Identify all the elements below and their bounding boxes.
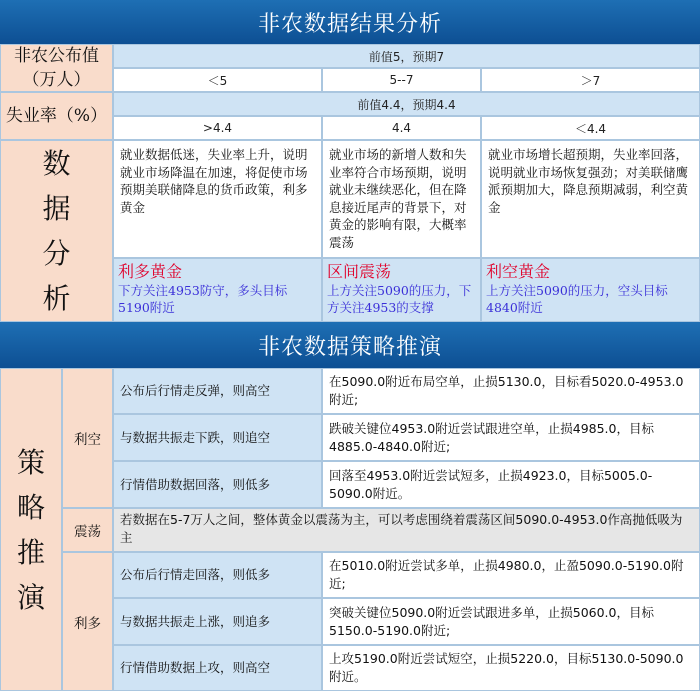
- plan-text: 在5010.0附近尝试多单，止损4980.0，止盈5090.0-5190.0附近;: [329, 558, 684, 591]
- analysis-text-bearish: [481, 140, 700, 258]
- scenario-text: 行情借助数据上攻，则高空: [120, 660, 271, 675]
- scenario-text: 与数据共振走下跌，则追空: [120, 429, 271, 445]
- plan-bearish-3: [322, 461, 700, 508]
- nfp-col-high-text: ＞7: [580, 73, 601, 88]
- strategy-char: 略: [16, 490, 45, 524]
- nfp-col-high: [481, 68, 700, 92]
- verdict-note: 下方关注4953防守，多头目标5190附近: [118, 283, 288, 315]
- category-label: 震荡: [74, 524, 101, 540]
- plan-bullish-3: [322, 645, 700, 691]
- scenario-bearish-2: [113, 414, 322, 461]
- analysis-text-range: [322, 140, 481, 258]
- plan-text: 上攻5190.0附近尝试短空，止损5220.0，目标5130.0-5090.0附近。: [329, 651, 684, 684]
- plan-bearish-1: [322, 368, 700, 414]
- nfp-col-low: [113, 68, 322, 92]
- unemp-header: [113, 92, 700, 116]
- analysis-text-bullish: [113, 140, 322, 258]
- nfp-header: [113, 44, 700, 68]
- unemp-label: [0, 92, 113, 140]
- unemp-col-low: [481, 116, 700, 140]
- verdict-range: [322, 258, 481, 322]
- verdict-note: 上方关注5090的压力，下方关注4953的支撑: [327, 283, 472, 315]
- nfp-label: [0, 44, 113, 92]
- verdict-title: 利空黄金: [486, 262, 551, 281]
- unemp-col-low-text: ＜4.4: [574, 121, 607, 136]
- unemp-label-text: 失业率（%）: [5, 106, 108, 126]
- strategy-char: 策: [16, 445, 45, 479]
- range-description: [113, 508, 700, 552]
- banner-results-analysis: [0, 0, 700, 44]
- scenario-text: 行情借助数据回落，则低多: [120, 476, 271, 492]
- banner-strategy: [0, 322, 700, 368]
- analysis-text: 就业数据低迷，失业率上升，说明就业市场降温在加速，将促使市场预期美联储降息的货币政策，利多黄金: [120, 147, 308, 215]
- plan-text: 回落至4953.0附近尝试短多，止损4923.0，目标5005.0-5090.0附近。: [329, 467, 653, 501]
- verdict-title: 区间震荡: [327, 262, 392, 281]
- analysis-label: [0, 140, 113, 322]
- analysis-char: 析: [42, 282, 71, 315]
- scenario-bearish-1: [113, 368, 322, 414]
- scenario-bullish-1: [113, 552, 322, 598]
- plan-bullish-1: [322, 552, 700, 598]
- verdict-note: 上方关注5090的压力，空头目标4840附近: [486, 283, 668, 315]
- strategy-label: [0, 368, 62, 691]
- category-label: 利空: [74, 432, 101, 448]
- unemp-col-high-text: >4.4: [202, 121, 233, 135]
- category-label: 利多: [74, 615, 101, 632]
- unemp-col-high: [113, 116, 322, 140]
- analysis-char: 数: [42, 147, 71, 180]
- scenario-bearish-3: [113, 461, 322, 508]
- scenario-text: 公布后行情走反弹，则高空: [120, 383, 271, 398]
- plan-bearish-2: [322, 414, 700, 461]
- verdict-bullish: [113, 258, 322, 322]
- scenario-bullish-3: [113, 645, 322, 691]
- verdict-bearish: [481, 258, 700, 322]
- strategy-char: 演: [16, 580, 45, 614]
- plan-bullish-2: [322, 598, 700, 645]
- plan-text: 突破关键位5090.0附近尝试跟进多单，止损5060.0，目标5150.0-5190.0附近;: [329, 604, 654, 638]
- scenario-text: 公布后行情走回落，则低多: [120, 567, 271, 582]
- verdict-title: 利多黄金: [118, 262, 183, 281]
- banner-title: 非农数据结果分析: [257, 11, 442, 37]
- nfp-label-line1: 非农公布值: [14, 46, 99, 66]
- scenario-text: 与数据共振走上涨，则追多: [120, 613, 271, 629]
- nfp-col-low-text: ＜5: [207, 73, 228, 88]
- nfp-label-line2: （万人）: [22, 70, 91, 90]
- analysis-text: 就业市场增长超预期，失业率回落，说明就业市场恢复强劲；对美联储鹰派预期加大，降息预期减弱，利空黄金: [488, 147, 689, 215]
- unemp-header-text: 前值4.4，预期4.4: [357, 97, 456, 112]
- category-bearish: [62, 368, 113, 508]
- category-bullish: [62, 552, 113, 691]
- nfp-col-mid: [322, 68, 481, 92]
- analysis-text: 就业市场的新增人数和失业率符合市场预期，说明就业未继续恶化，但在降息接近尾声的背景下，对黄金的影响有限，大概率震荡: [329, 147, 467, 250]
- range-text: 若数据在5-7万人之间，整体黄金以震荡为主，可以考虑围绕着震荡区间5090.0-4953.0作高抛低吸为主: [120, 512, 683, 545]
- plan-text: 跌破关键位4953.0附近尝试跟进空单，止损4985.0，目标4885.0-4840.0附近;: [329, 420, 654, 454]
- nfp-header-text: 前值5，预期7: [368, 49, 445, 64]
- strategy-char: 推: [16, 535, 45, 569]
- analysis-char: 据: [42, 192, 71, 225]
- scenario-bullish-2: [113, 598, 322, 645]
- category-range: [62, 508, 113, 552]
- banner-title: 非农数据策略推演: [257, 334, 442, 360]
- analysis-char: 分: [42, 237, 71, 270]
- unemp-col-mid-text: 4.4: [391, 121, 412, 135]
- plan-text: 在5090.0附近布局空单，止损5130.0，目标看5020.0-4953.0附近;: [329, 374, 684, 407]
- nfp-col-mid-text: 5--7: [389, 73, 414, 87]
- unemp-col-mid: [322, 116, 481, 140]
